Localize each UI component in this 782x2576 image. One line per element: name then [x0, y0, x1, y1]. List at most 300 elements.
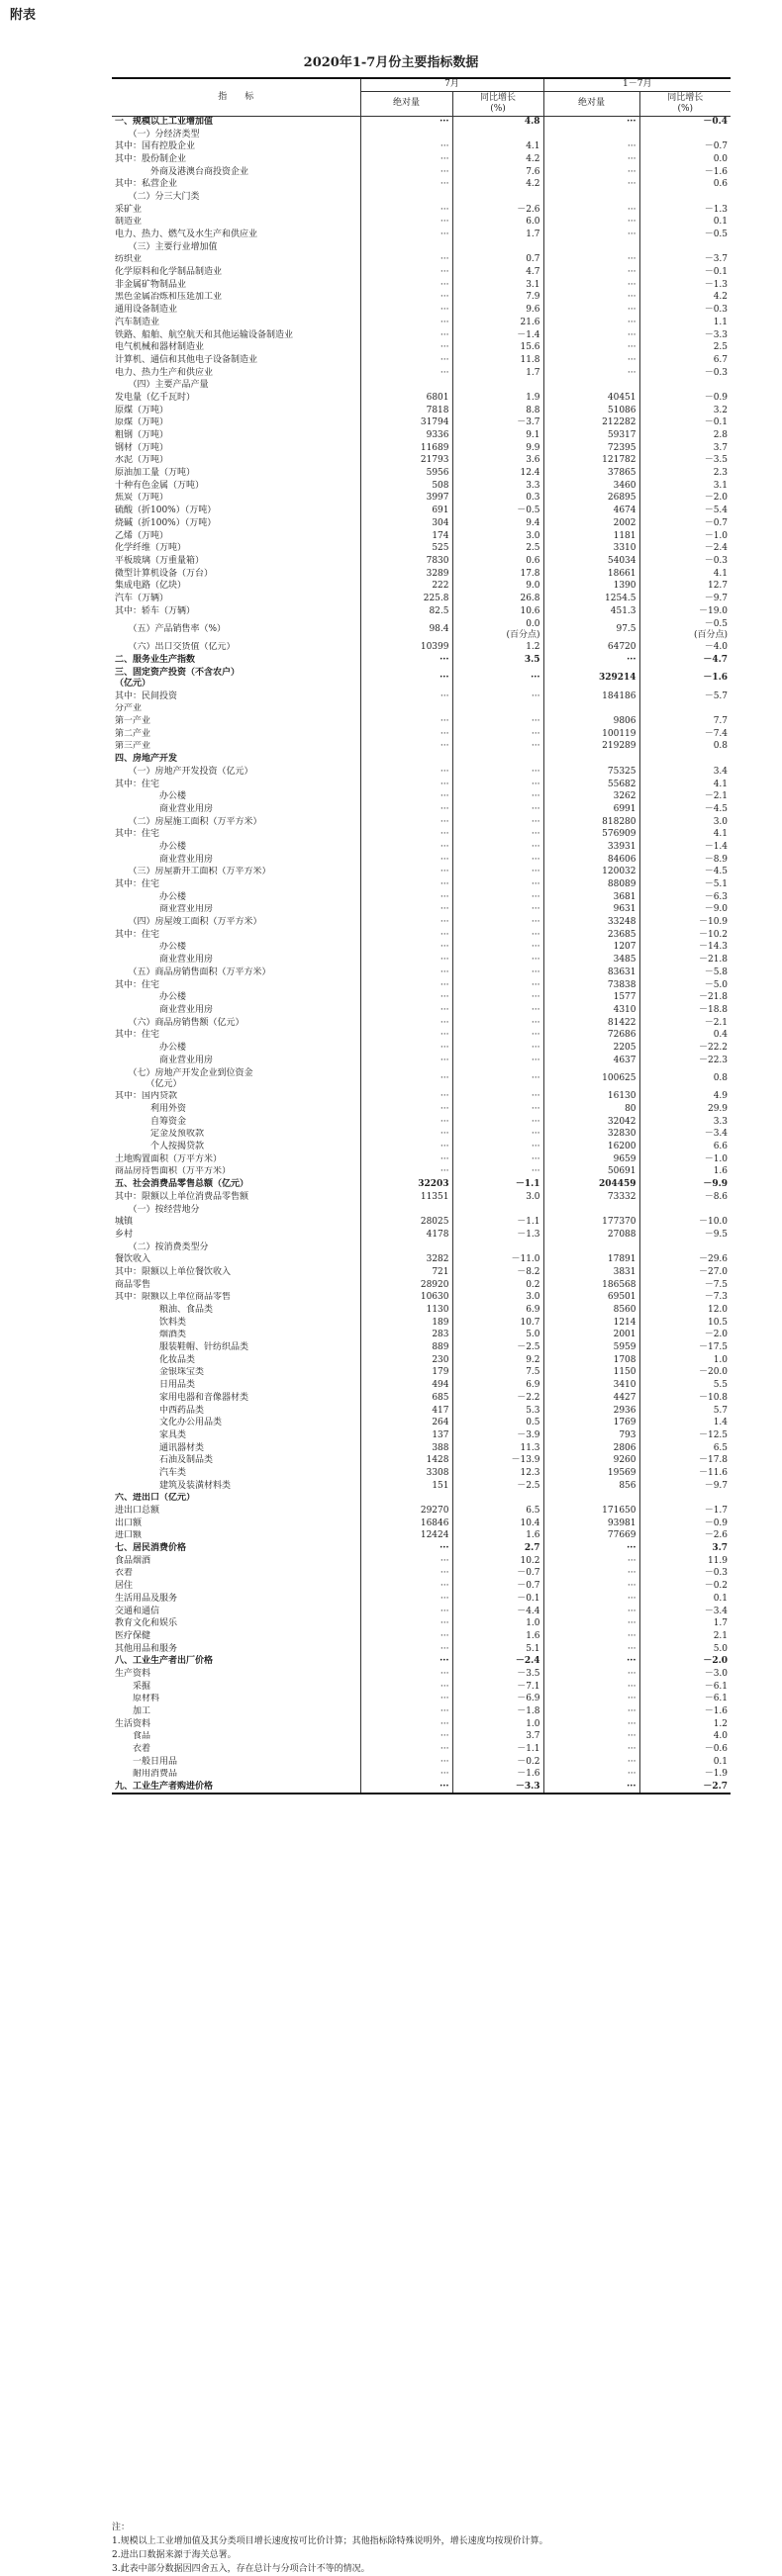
- table-row: [112, 1681, 731, 1694]
- table-row: [112, 1769, 731, 1782]
- july-growth: －0.5: [452, 505, 543, 517]
- july-absolute: [360, 129, 452, 141]
- table-row: [112, 1643, 731, 1656]
- ytd-absolute: 3310: [543, 542, 639, 555]
- table-row: [112, 1617, 731, 1630]
- ytd-absolute: 1214: [543, 1317, 639, 1330]
- ytd-absolute: 856: [543, 1480, 639, 1493]
- ytd-growth: [639, 129, 731, 141]
- table-row: [112, 618, 731, 642]
- july-growth: ···: [452, 715, 543, 728]
- july-absolute: 7830: [360, 555, 452, 568]
- july-growth: 3.1: [452, 279, 543, 292]
- july-absolute: ···: [360, 1055, 452, 1067]
- ytd-growth: －0.7: [639, 517, 731, 530]
- ytd-absolute: 177370: [543, 1216, 639, 1229]
- ytd-growth: －10.2: [639, 929, 731, 942]
- july-absolute: 151: [360, 1480, 452, 1493]
- row-label: （一）房地产开发投资（亿元）: [115, 766, 253, 777]
- table-row: [112, 1655, 731, 1668]
- ytd-growth: －18.8: [639, 1004, 731, 1017]
- july-absolute: ···: [360, 1617, 452, 1630]
- july-growth: ···: [452, 816, 543, 829]
- row-label: 其中：国有控股企业: [115, 141, 196, 152]
- july-absolute: 494: [360, 1379, 452, 1392]
- table-row: [112, 1493, 731, 1506]
- july-absolute: ···: [360, 367, 452, 380]
- row-label: 化妆品类: [115, 1354, 196, 1365]
- ytd-growth: [639, 703, 731, 716]
- july-absolute: ···: [360, 715, 452, 728]
- july-growth: 3.7: [452, 1731, 543, 1744]
- row-label: 石油及制品类: [115, 1455, 214, 1466]
- july-absolute: ···: [360, 304, 452, 317]
- july-growth: 0.5: [452, 1417, 543, 1429]
- table-row: [112, 1505, 731, 1518]
- ytd-absolute: 5959: [543, 1341, 639, 1354]
- note-line: 3.此表中部分数据因四舍五入，存在总计与分项合计不等的情况。: [112, 2564, 370, 2574]
- row-label: （二）房屋施工面积（万平方米）: [115, 816, 262, 827]
- ytd-growth: －8.6: [639, 1191, 731, 1204]
- table-row: [112, 766, 731, 779]
- ytd-absolute: 793: [543, 1429, 639, 1442]
- table-row: [112, 354, 731, 367]
- ytd-growth: [639, 753, 731, 766]
- row-label: 铁路、船舶、航空航天和其他运输设备制造业: [115, 329, 294, 340]
- row-label: 食品烟酒: [115, 1555, 151, 1566]
- ytd-growth: －5.8: [639, 966, 731, 979]
- ytd-growth: －20.0: [639, 1367, 731, 1380]
- ytd-growth: －10.0: [639, 1216, 731, 1229]
- ytd-growth: －0.7: [639, 140, 731, 153]
- july-absolute: ···: [360, 1542, 452, 1555]
- july-growth: ···: [452, 1166, 543, 1179]
- row-label: 原材料: [115, 1694, 160, 1704]
- july-growth: －1.6: [452, 1769, 543, 1782]
- july-absolute: [360, 1493, 452, 1506]
- table-row: [112, 1367, 731, 1380]
- july-absolute: ···: [360, 1756, 452, 1769]
- row-label: 其中：限额以上单位餐饮收入: [115, 1266, 232, 1277]
- july-growth: 4.2: [452, 153, 543, 166]
- row-label: 进出口总额: [115, 1506, 160, 1517]
- july-growth: 10.4: [452, 1518, 543, 1530]
- ytd-growth: 5.0: [639, 1643, 731, 1656]
- ytd-growth: [639, 1493, 731, 1506]
- ytd-absolute: 32830: [543, 1129, 639, 1142]
- row-label: 五、社会消费品零售总额（亿元）: [115, 1179, 249, 1190]
- july-growth: 3.6: [452, 455, 543, 468]
- ytd-absolute: 16130: [543, 1091, 639, 1104]
- july-absolute: 304: [360, 517, 452, 530]
- ytd-absolute: ···: [543, 1593, 639, 1606]
- ytd-absolute: 9806: [543, 715, 639, 728]
- july-growth: ···: [452, 916, 543, 929]
- header-ytd-growth: 同比增长 (%): [639, 91, 731, 116]
- july-growth: 15.6: [452, 341, 543, 354]
- ytd-absolute: ···: [543, 654, 639, 667]
- july-absolute: ···: [360, 667, 452, 690]
- table-row: [112, 1630, 731, 1643]
- july-absolute: ···: [360, 790, 452, 803]
- july-absolute: ···: [360, 1681, 452, 1694]
- july-growth: 9.4: [452, 517, 543, 530]
- table-row: [112, 467, 731, 480]
- table-row: [112, 654, 731, 667]
- july-absolute: ···: [360, 954, 452, 966]
- ytd-absolute: 26895: [543, 493, 639, 506]
- ytd-growth: －1.3: [639, 204, 731, 217]
- july-growth: －1.4: [452, 329, 543, 342]
- ytd-growth: －12.5: [639, 1429, 731, 1442]
- ytd-absolute: ···: [543, 1756, 639, 1769]
- july-absolute: ···: [360, 979, 452, 992]
- row-label: 二、服务业生产指数: [115, 655, 196, 666]
- table-row: [112, 568, 731, 581]
- july-absolute: 32203: [360, 1178, 452, 1191]
- july-growth: ···: [452, 1067, 543, 1091]
- july-growth: 7.6: [452, 166, 543, 179]
- ytd-growth: 1.7: [639, 1617, 731, 1630]
- table-row: [112, 229, 731, 241]
- ytd-absolute: 9659: [543, 1153, 639, 1166]
- ytd-absolute: 33931: [543, 841, 639, 854]
- ytd-absolute: ···: [543, 1617, 639, 1630]
- ytd-growth: －3.0: [639, 1668, 731, 1681]
- row-label: 办公楼: [115, 992, 187, 1003]
- table-row: [112, 1442, 731, 1455]
- row-label: 烟酒类: [115, 1330, 187, 1340]
- ytd-absolute: ···: [543, 1694, 639, 1706]
- july-absolute: ···: [360, 204, 452, 217]
- ytd-growth: －0.3: [639, 367, 731, 380]
- ytd-absolute: 818280: [543, 816, 639, 829]
- ytd-absolute: 69501: [543, 1292, 639, 1305]
- row-label: 第二产业: [115, 728, 151, 739]
- ytd-absolute: 212282: [543, 417, 639, 430]
- ytd-growth: 3.2: [639, 405, 731, 417]
- ytd-absolute: 204459: [543, 1178, 639, 1191]
- ytd-absolute: [543, 1204, 639, 1217]
- july-growth: ···: [452, 667, 543, 690]
- table-row: [112, 317, 731, 329]
- row-label: （六）出口交货值（亿元）: [115, 642, 236, 653]
- row-label: 土地购置面积（万平方米）: [115, 1153, 223, 1164]
- ytd-absolute: ···: [543, 1681, 639, 1694]
- row-label: （四）房屋竣工面积（万平方米）: [115, 917, 262, 928]
- table-row: [112, 1191, 731, 1204]
- july-absolute: 3282: [360, 1253, 452, 1266]
- july-growth: ···: [452, 1103, 543, 1116]
- ytd-growth: 4.1: [639, 568, 731, 581]
- row-label: 水泥（万吨）: [115, 455, 169, 466]
- ytd-absolute: ···: [543, 204, 639, 217]
- ytd-growth: －2.0: [639, 1655, 731, 1668]
- ytd-growth: 4.1: [639, 779, 731, 791]
- row-label: 分产业: [115, 703, 143, 714]
- july-growth: ···: [452, 1141, 543, 1153]
- table-row: [112, 417, 731, 430]
- ytd-growth: 1.6: [639, 1166, 731, 1179]
- row-label: 七、居民消费价格: [115, 1543, 187, 1554]
- ytd-absolute: [543, 241, 639, 254]
- table-row: [112, 1178, 731, 1191]
- row-label: 平板玻璃（万重量箱）: [115, 555, 205, 566]
- july-growth: ···: [452, 741, 543, 754]
- ytd-absolute: 72395: [543, 442, 639, 455]
- row-label: （一）分经济类型: [115, 129, 200, 139]
- july-absolute: 525: [360, 542, 452, 555]
- ytd-growth: －1.0: [639, 530, 731, 543]
- indicator-table: [112, 77, 731, 1794]
- ytd-growth: －0.9: [639, 1518, 731, 1530]
- row-label: 教育文化和娱乐: [115, 1618, 178, 1629]
- july-absolute: ···: [360, 254, 452, 267]
- july-growth: [452, 1204, 543, 1217]
- july-growth: 1.0: [452, 1718, 543, 1731]
- row-label: 采矿业: [115, 204, 143, 215]
- july-absolute: ···: [360, 166, 452, 179]
- ytd-absolute: [543, 1242, 639, 1254]
- july-growth: 10.6: [452, 605, 543, 618]
- ytd-absolute: ···: [543, 178, 639, 191]
- ytd-absolute: 2002: [543, 517, 639, 530]
- ytd-absolute: ···: [543, 254, 639, 267]
- july-growth: ···: [452, 766, 543, 779]
- ytd-growth: －3.4: [639, 1129, 731, 1142]
- july-absolute: 179: [360, 1367, 452, 1380]
- ytd-growth: 1.1: [639, 317, 731, 329]
- table-row: [112, 429, 731, 442]
- july-absolute: [360, 1242, 452, 1254]
- table-row: [112, 816, 731, 829]
- ytd-absolute: ···: [543, 1668, 639, 1681]
- july-growth: 0.0 (百分点): [452, 618, 543, 642]
- july-absolute: 721: [360, 1266, 452, 1279]
- row-label: 汽车（万辆）: [115, 593, 169, 603]
- ytd-growth: －2.0: [639, 1330, 731, 1342]
- table-row: [112, 1480, 731, 1493]
- july-growth: ···: [452, 728, 543, 741]
- row-label: 化学纤维（万吨）: [115, 543, 187, 554]
- july-growth: 1.7: [452, 367, 543, 380]
- ytd-growth: －9.5: [639, 1229, 731, 1242]
- ytd-absolute: 40451: [543, 392, 639, 405]
- row-label: （七）房地产开发企业到位资金 （亿元）: [133, 1067, 253, 1089]
- ytd-growth: 3.0: [639, 816, 731, 829]
- table-row: [112, 153, 731, 166]
- july-growth: －3.5: [452, 1668, 543, 1681]
- row-label: 个人按揭贷款: [115, 1142, 205, 1152]
- july-absolute: ···: [360, 828, 452, 841]
- table-row: [112, 1292, 731, 1305]
- header-july: 7月: [360, 78, 543, 91]
- ytd-absolute: 4427: [543, 1392, 639, 1405]
- july-growth: 0.3: [452, 493, 543, 506]
- table-row: [112, 942, 731, 955]
- july-absolute: ···: [360, 1718, 452, 1731]
- ytd-growth: 7.7: [639, 715, 731, 728]
- row-label: 采掘: [115, 1681, 151, 1692]
- ytd-growth: －8.9: [639, 854, 731, 867]
- ytd-growth: 4.9: [639, 1091, 731, 1104]
- table-row: [112, 442, 731, 455]
- ytd-growth: 6.5: [639, 1442, 731, 1455]
- table-row: [112, 1354, 731, 1367]
- ytd-growth: －7.4: [639, 728, 731, 741]
- july-growth: 5.0: [452, 1330, 543, 1342]
- july-absolute: ···: [360, 1004, 452, 1017]
- ytd-growth: 5.5: [639, 1379, 731, 1392]
- july-growth: [452, 129, 543, 141]
- july-absolute: ···: [360, 654, 452, 667]
- july-growth: 4.1: [452, 140, 543, 153]
- july-growth: －8.2: [452, 1266, 543, 1279]
- ytd-absolute: ···: [543, 140, 639, 153]
- row-label: 汽车类: [115, 1467, 187, 1478]
- july-absolute: 3308: [360, 1467, 452, 1480]
- row-label: 一般日用品: [115, 1756, 178, 1767]
- july-growth: 3.0: [452, 1292, 543, 1305]
- ytd-absolute: 2001: [543, 1330, 639, 1342]
- table-row: [112, 1103, 731, 1116]
- table-row: [112, 1166, 731, 1179]
- table-row: [112, 217, 731, 230]
- july-absolute: ···: [360, 1630, 452, 1643]
- ytd-growth: －7.5: [639, 1279, 731, 1292]
- table-row: [112, 191, 731, 204]
- ytd-absolute: ···: [543, 317, 639, 329]
- july-growth: ···: [452, 891, 543, 904]
- ytd-absolute: 72686: [543, 1029, 639, 1042]
- july-absolute: 3997: [360, 493, 452, 506]
- row-label: 四、房地产开发: [115, 754, 178, 765]
- ytd-growth: －2.7: [639, 1781, 731, 1794]
- july-growth: 8.8: [452, 405, 543, 417]
- ytd-absolute: 4674: [543, 505, 639, 517]
- july-growth: ···: [452, 790, 543, 803]
- july-absolute: ···: [360, 916, 452, 929]
- ytd-growth: －2.1: [639, 790, 731, 803]
- july-absolute: 417: [360, 1405, 452, 1418]
- table-row: [112, 1530, 731, 1543]
- ytd-absolute: 2806: [543, 1442, 639, 1455]
- ytd-absolute: 1577: [543, 991, 639, 1004]
- table-row: [112, 1756, 731, 1769]
- row-label: （四）主要产品产量: [115, 380, 209, 391]
- july-absolute: ···: [360, 1743, 452, 1756]
- table-row: [112, 1705, 731, 1718]
- row-label: 生产资料: [115, 1668, 151, 1679]
- row-label: 其中：轿车（万辆）: [115, 605, 196, 616]
- july-growth: 5.1: [452, 1643, 543, 1656]
- ytd-absolute: 184186: [543, 690, 639, 703]
- header-jan-jul: 1－7月: [543, 78, 731, 91]
- ytd-absolute: ···: [543, 292, 639, 305]
- july-absolute: ···: [360, 942, 452, 955]
- table-row: [112, 1116, 731, 1129]
- july-absolute: ···: [360, 779, 452, 791]
- ytd-growth: 0.0: [639, 153, 731, 166]
- july-absolute: 11351: [360, 1191, 452, 1204]
- ytd-growth: －9.7: [639, 1480, 731, 1493]
- row-label: 金银珠宝类: [115, 1367, 205, 1378]
- july-growth: －2.2: [452, 1392, 543, 1405]
- ytd-growth: －3.3: [639, 329, 731, 342]
- july-growth: ···: [452, 1055, 543, 1067]
- row-label: 黑色金属冶炼和压延加工业: [115, 292, 223, 303]
- july-absolute: 31794: [360, 417, 452, 430]
- ytd-absolute: 1254.5: [543, 593, 639, 605]
- july-absolute: ···: [360, 891, 452, 904]
- july-growth: ···: [452, 1004, 543, 1017]
- row-label: 通用设备制造业: [115, 305, 178, 316]
- july-growth: 1.0: [452, 1617, 543, 1630]
- ytd-absolute: [543, 753, 639, 766]
- table-row: [112, 728, 731, 741]
- ytd-absolute: ···: [543, 1606, 639, 1618]
- ytd-growth: 0.1: [639, 1756, 731, 1769]
- table-row: [112, 1153, 731, 1166]
- row-label: 通讯器材类: [115, 1442, 205, 1453]
- july-growth: [452, 753, 543, 766]
- header-ytd-absolute: 绝对量: [543, 91, 639, 116]
- july-absolute: ···: [360, 1694, 452, 1706]
- ytd-absolute: 1769: [543, 1417, 639, 1429]
- ytd-growth: －1.6: [639, 166, 731, 179]
- table-body: [112, 116, 731, 1794]
- july-absolute: ···: [360, 1141, 452, 1153]
- ytd-growth: －2.4: [639, 542, 731, 555]
- ytd-growth: －3.5: [639, 455, 731, 468]
- table-title: 2020年1-7月份主要指标数据: [303, 55, 479, 70]
- table-row: [112, 178, 731, 191]
- row-label: 衣着: [115, 1744, 151, 1755]
- row-label: 制造业: [115, 217, 143, 228]
- ytd-growth: 1.2: [639, 1718, 731, 1731]
- table-row: [112, 116, 731, 129]
- july-absolute: [360, 703, 452, 716]
- ytd-growth: －0.2: [639, 1580, 731, 1593]
- row-label: 九、工业生产者购进价格: [112, 1781, 360, 1794]
- july-absolute: ···: [360, 1116, 452, 1129]
- july-absolute: ···: [360, 1769, 452, 1782]
- ytd-absolute: 88089: [543, 878, 639, 891]
- july-absolute: ···: [360, 904, 452, 917]
- july-growth: 7.9: [452, 292, 543, 305]
- table-row: [112, 741, 731, 754]
- ytd-absolute: 16200: [543, 1141, 639, 1153]
- table-row: [112, 916, 731, 929]
- row-label: 第一产业: [115, 716, 151, 727]
- header-indicator: 指 标: [112, 78, 360, 116]
- july-absolute: ···: [360, 1593, 452, 1606]
- ytd-absolute: 64720: [543, 642, 639, 655]
- ytd-absolute: 3831: [543, 1266, 639, 1279]
- july-growth: －1.1: [452, 1743, 543, 1756]
- ytd-absolute: ···: [543, 229, 639, 241]
- ytd-absolute: [543, 379, 639, 392]
- table-row: [112, 690, 731, 703]
- row-label: 商品零售: [115, 1279, 151, 1290]
- july-growth: 0.6: [452, 555, 543, 568]
- july-growth: 10.2: [452, 1555, 543, 1568]
- table-row: [112, 1718, 731, 1731]
- row-label: 外商及港澳台商投资企业: [115, 166, 249, 177]
- july-absolute: 11689: [360, 442, 452, 455]
- july-growth: ···: [452, 991, 543, 1004]
- row-label: 城镇: [115, 1217, 134, 1228]
